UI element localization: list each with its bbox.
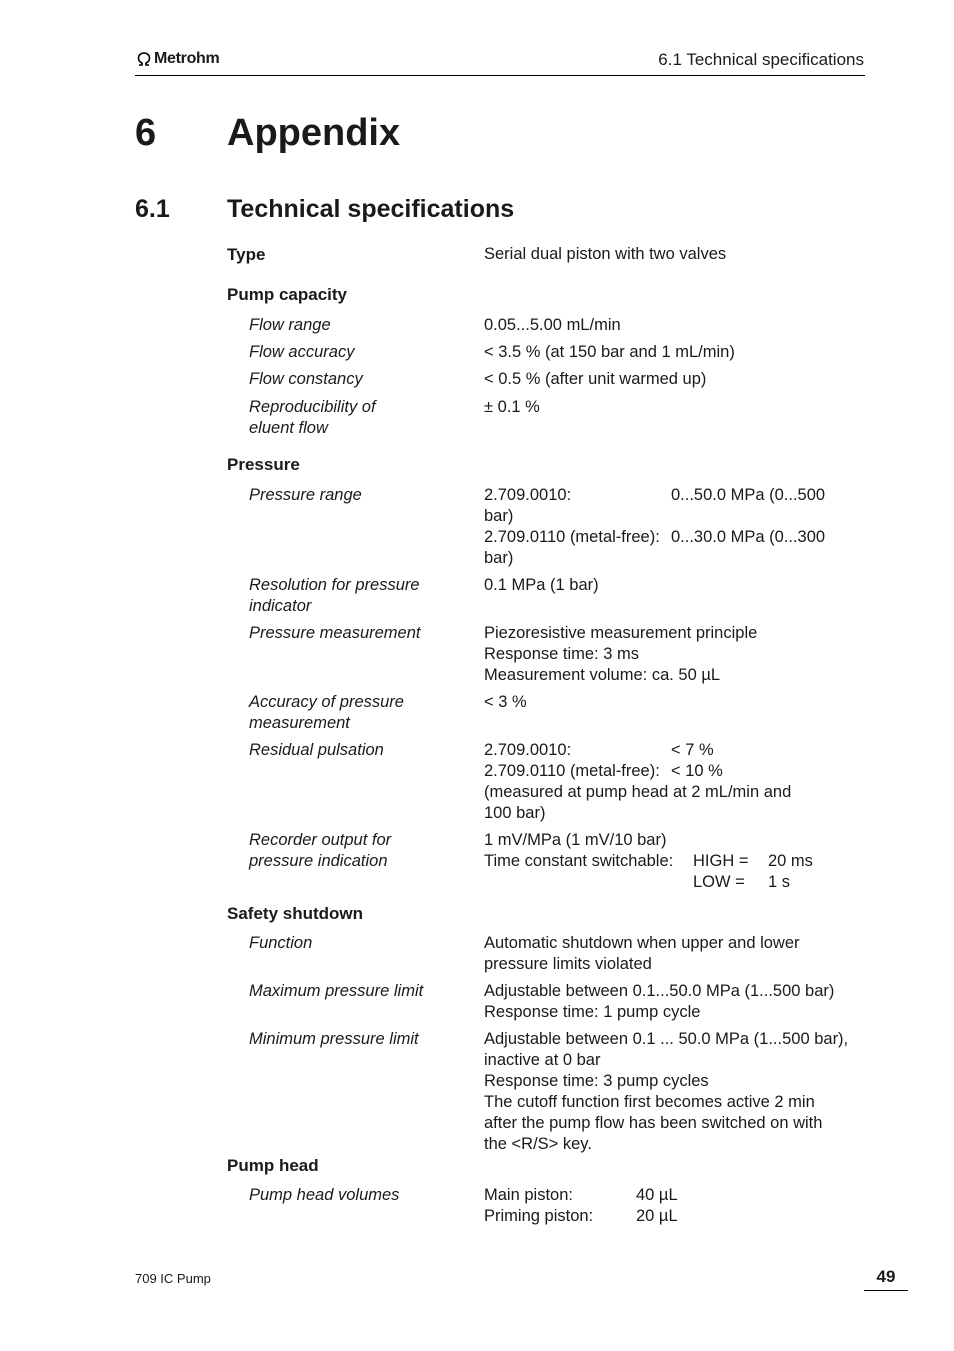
pressure-measurement-line: Response time: 3 ms: [484, 645, 639, 663]
type-heading: Type: [227, 245, 266, 264]
priming-piston-label: Priming piston:: [484, 1207, 594, 1225]
min-limit-line: the <R/S> key.: [484, 1135, 592, 1153]
recorder-label-line: Recorder output for: [249, 831, 392, 849]
min-pressure-limit-value: [484, 1029, 864, 1155]
flow-range-label: Flow range: [249, 316, 331, 334]
max-pressure-limit-value: [484, 981, 864, 1023]
pressure-range-value: [484, 485, 826, 569]
main-piston-value: 40 µL: [636, 1186, 678, 1204]
recorder-output-value: [484, 830, 813, 893]
resolution-label-line: indicator: [249, 597, 312, 615]
flow-accuracy-label: Flow accuracy: [249, 343, 355, 361]
flow-constancy-value: < 0.5 % (after unit warmed up): [484, 370, 707, 388]
pulsation-value-1: < 7 %: [671, 741, 714, 759]
low-label: LOW =: [693, 873, 745, 891]
max-limit-line: Adjustable between 0.1...50.0 MPa (1...500 bar): [484, 982, 835, 1000]
max-limit-line: Response time: 1 pump cycle: [484, 1003, 701, 1021]
function-value: [484, 933, 864, 975]
pressure-range-value-2-cont: bar): [484, 549, 514, 567]
main-piston-label: Main piston:: [484, 1186, 573, 1204]
time-constant-label: Time constant switchable:: [484, 852, 674, 870]
min-pressure-limit-label: Minimum pressure limit: [249, 1030, 419, 1048]
pulsation-model-2: 2.709.0110 (metal-free):: [484, 762, 660, 780]
flow-accuracy-value: < 3.5 % (at 150 bar and 1 mL/min): [484, 343, 735, 361]
pressure-range-model-2: 2.709.0110 (metal-free):: [484, 528, 660, 546]
resolution-label-line: Resolution for pressure: [249, 576, 420, 594]
pressure-range-value-2: 0...30.0 MPa (0...300: [671, 528, 826, 546]
pulsation-model-1: 2.709.0010:: [484, 741, 572, 759]
accuracy-label-line: measurement: [249, 714, 350, 732]
pressure-range-value-1: 0...50.0 MPa (0...500: [671, 486, 826, 504]
footer-divider: [864, 1290, 908, 1291]
resolution-value: 0.1 MPa (1 bar): [484, 576, 599, 594]
chapter-title: Appendix: [227, 112, 401, 154]
min-limit-line: inactive at 0 bar: [484, 1051, 601, 1069]
footer-product-name: 709 IC Pump: [135, 1271, 211, 1286]
pump-head-volumes-label: Pump head volumes: [249, 1186, 400, 1204]
pressure-measurement-line: Piezoresistive measurement principle: [484, 624, 758, 642]
metrohm-logo: [136, 50, 219, 68]
pressure-measurement-label: Pressure measurement: [249, 624, 421, 642]
flow-range-value: 0.05...5.00 mL/min: [484, 316, 621, 334]
pressure-measurement-value: [484, 623, 864, 686]
page-number: 49: [876, 1267, 896, 1286]
priming-piston-value: 20 µL: [636, 1207, 678, 1225]
safety-shutdown-heading: Safety shutdown: [227, 904, 364, 923]
omega-icon: [136, 51, 152, 67]
reproducibility-value: ± 0.1 %: [484, 398, 540, 416]
pump-head-heading: Pump head: [227, 1156, 319, 1175]
section-number: 6.1: [135, 195, 170, 223]
recorder-label-line: pressure indication: [249, 852, 388, 870]
high-label: HIGH =: [693, 852, 749, 870]
flow-constancy-label: Flow constancy: [249, 370, 363, 388]
running-header: 6.1 Technical specifications: [658, 50, 864, 69]
min-limit-line: Response time: 3 pump cycles: [484, 1072, 709, 1090]
pressure-range-model-1: 2.709.0010:: [484, 486, 572, 504]
residual-pulsation-label: Residual pulsation: [249, 741, 384, 759]
chapter-number: 6: [135, 112, 157, 154]
logo-text: Metrohm: [154, 50, 220, 67]
section-title: Technical specifications: [227, 195, 515, 223]
reproducibility-label-line: Reproducibility of: [249, 398, 376, 416]
residual-pulsation-value: [484, 740, 791, 824]
min-limit-line: Adjustable between 0.1 ... 50.0 MPa (1...500 bar),: [484, 1030, 849, 1048]
high-value: 20 ms: [768, 852, 813, 870]
recorder-output-label: [249, 830, 474, 872]
max-pressure-limit-label: Maximum pressure limit: [249, 982, 424, 1000]
accuracy-value: < 3 %: [484, 693, 527, 711]
accuracy-label: [249, 692, 474, 734]
pressure-range-label: Pressure range: [249, 486, 362, 504]
low-value: 1 s: [768, 873, 791, 891]
function-line: Automatic shutdown when upper and lower: [484, 934, 800, 952]
min-limit-line: The cutoff function first becomes active 2 min: [484, 1093, 815, 1111]
pulsation-value-2: < 10 %: [671, 762, 723, 780]
reproducibility-label-line: eluent flow: [249, 419, 328, 437]
pressure-measurement-line: Measurement volume: ca. 50 µL: [484, 666, 721, 684]
reproducibility-label: [249, 397, 474, 439]
type-value: Serial dual piston with two valves: [484, 245, 727, 263]
pulsation-note: (measured at pump head at 2 mL/min and: [484, 783, 792, 801]
recorder-scale: 1 mV/MPa (1 mV/10 bar): [484, 831, 667, 849]
pressure-range-value-1-cont: bar): [484, 507, 514, 525]
pulsation-note: 100 bar): [484, 804, 546, 822]
function-label: Function: [249, 934, 313, 952]
header-divider: [135, 75, 865, 76]
resolution-label: [249, 575, 474, 617]
min-limit-line: after the pump flow has been switched on with: [484, 1114, 823, 1132]
function-line: pressure limits violated: [484, 955, 652, 973]
accuracy-label-line: Accuracy of pressure: [249, 693, 404, 711]
pressure-heading: Pressure: [227, 455, 300, 474]
pump-capacity-heading: Pump capacity: [227, 285, 347, 304]
pump-head-volumes-value: [484, 1185, 678, 1227]
